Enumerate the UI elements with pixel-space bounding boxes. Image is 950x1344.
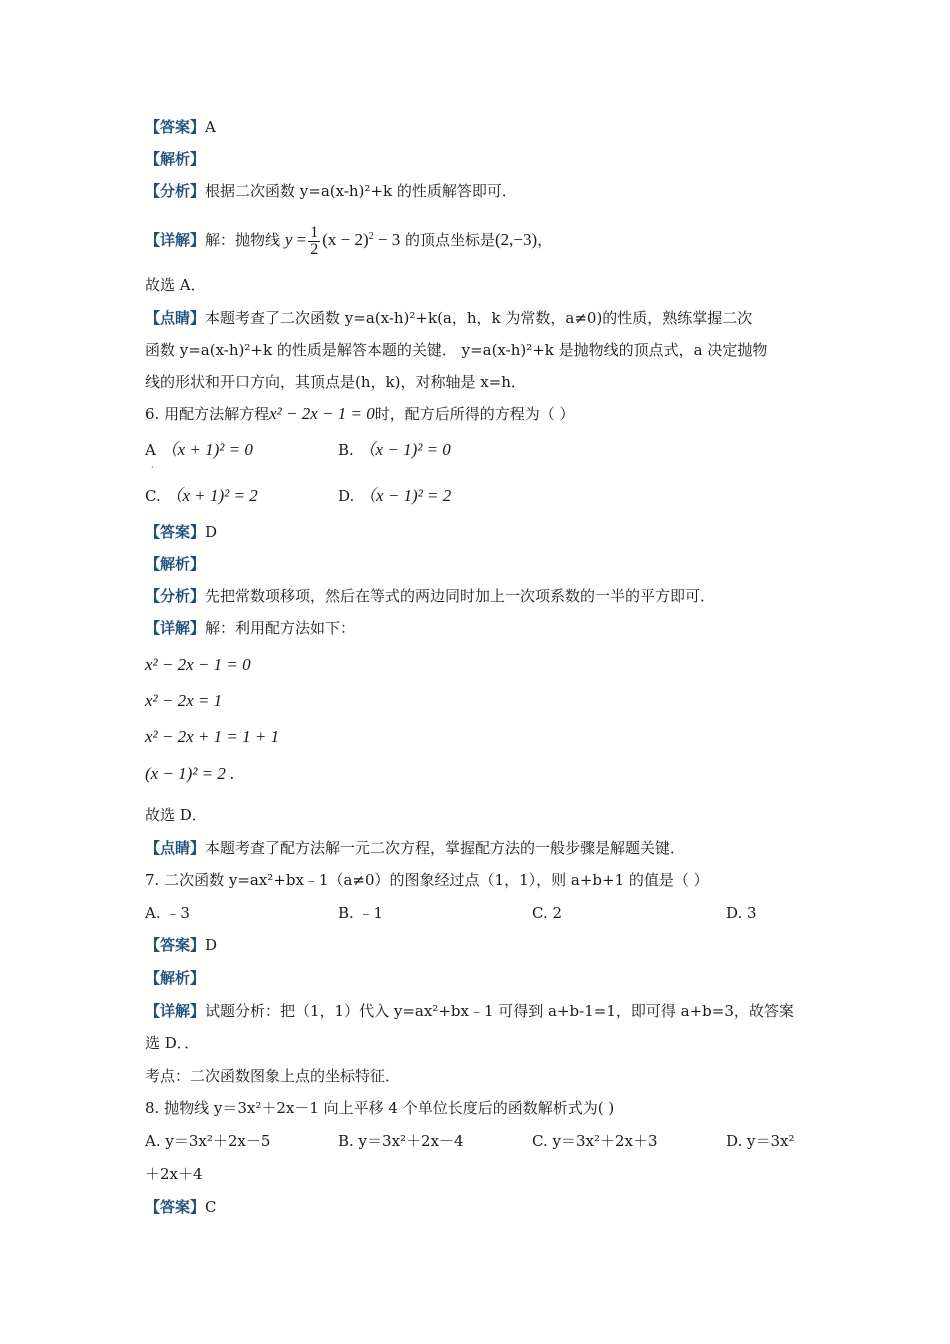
q6-step-4: (x − 1)² = 2 . bbox=[145, 764, 235, 783]
q5-comment-line-3: 线的形状和开口方向，其顶点是(h，k)，对称轴是 x=h． bbox=[145, 373, 526, 391]
q6-step-1: x² − 2x − 1 = 0 bbox=[145, 655, 251, 674]
q7-option-a: A. ﹣3 bbox=[145, 904, 190, 922]
q6-option-d: D. （x − 1)² = 2 bbox=[338, 486, 452, 505]
q6-step-3: x² − 2x + 1 = 1 + 1 bbox=[145, 727, 280, 746]
q8-option-a: A. y＝3x²＋2x－5 bbox=[145, 1132, 271, 1150]
q7-option-c: C. 2 bbox=[532, 904, 563, 922]
q6-analysis-tag: 【解析】 bbox=[145, 555, 206, 573]
q8-stem: 8. 抛物线 y＝3x²＋2x－1 向上平移 4 个单位长度后的函数解析式为( ) bbox=[145, 1099, 615, 1117]
q7-kaodian: 考点：二次函数图象上点的坐标特征． bbox=[145, 1067, 401, 1085]
q5-fenxi-line: 【分析】根据二次函数 y=a(x-h)²+k 的性质解答即可． bbox=[145, 182, 517, 200]
q5-answer-line bbox=[145, 117, 216, 137]
q8-option-d: D. y＝3x² bbox=[726, 1132, 795, 1150]
q5-choose: 故选 A． bbox=[145, 276, 206, 294]
q7-stem: 7. 二次函数 y=ax²+bx﹣1（a≠0）的图象经过点（1，1），则 a+b+1 的值是（ ） bbox=[145, 871, 709, 889]
parabola-formula: y = $\frac{1}{2}$ $(x - 2)^2 - 3$ bbox=[284, 223, 401, 258]
q6-option-b: B. （x − 1)² = 0 bbox=[338, 440, 451, 459]
q6-choose: 故选 D． bbox=[145, 806, 207, 824]
q8-option-c: C. y＝3x²＋2x＋3 bbox=[532, 1132, 658, 1150]
q7-detail-line-1: 【详解】试题分析：把（1，1）代入 y=ax²+bx﹣1 可得到 a+b-1=1，即可得 a+b=3，故答案 bbox=[145, 1002, 794, 1020]
q7-answer-line: 【答案】D bbox=[145, 936, 218, 954]
q8-option-b: B. y＝3x²＋2x－4 bbox=[338, 1132, 464, 1150]
q8-answer-line: 【答案】C bbox=[145, 1198, 217, 1216]
q8-option-d-cont: ＋2x＋4 bbox=[145, 1165, 203, 1183]
q5-comment-line-1: 【点睛】本题考查了二次函数 y=a(x-h)²+k(a，h，k 为常数，a≠0)的性质，熟练掌握二次 bbox=[145, 309, 753, 327]
q5-comment-line-2: 函数 y=a(x-h)²+k 的性质是解答本题的关键． y=a(x-h)²+k 是抛物线的顶点式，a 决定抛物 bbox=[145, 341, 768, 359]
q7-detail-line-2: 选 D．． bbox=[145, 1034, 200, 1052]
q6-option-c: C. （x + 1)² = 2 bbox=[145, 486, 258, 505]
answer-tag: 【答案】 bbox=[145, 118, 206, 136]
q6-answer-line: 【答案】D bbox=[145, 523, 218, 541]
q6-detail-line: 【详解】解：利用配方法如下： bbox=[145, 619, 356, 637]
answer-value: A bbox=[205, 118, 216, 136]
q5-analysis-tag: 【解析】 bbox=[145, 150, 206, 168]
q7-option-d: D. 3 bbox=[726, 904, 757, 922]
q6-step-2: x² − 2x = 1 bbox=[145, 691, 223, 710]
q6-comment-line: 【点睛】本题考查了配方法解一元二次方程，掌握配方法的一般步骤是解题关键． bbox=[145, 839, 686, 857]
q6-stem: 6. 用配方法解方程x² − 2x − 1 = 0时，配方后所得的方程为（ ） bbox=[145, 404, 575, 423]
q5-detail-line: 【详解】解：抛物线 y = $\frac{1}{2}$ $(x - 2)^2 - 3$ 的顶点坐标是(2,−3)， bbox=[145, 223, 553, 258]
q6-fenxi-line: 【分析】先把常数项移项，然后在等式的两边同时加上一次项系数的一半的平方即可． bbox=[145, 587, 716, 605]
fraction: $\frac{1}{2}$ bbox=[310, 223, 319, 258]
q6-option-a: A （x + 1)² = 0 bbox=[145, 440, 253, 459]
q7-analysis-tag: 【解析】 bbox=[145, 969, 206, 987]
q7-option-b: B. ﹣1 bbox=[338, 904, 384, 922]
